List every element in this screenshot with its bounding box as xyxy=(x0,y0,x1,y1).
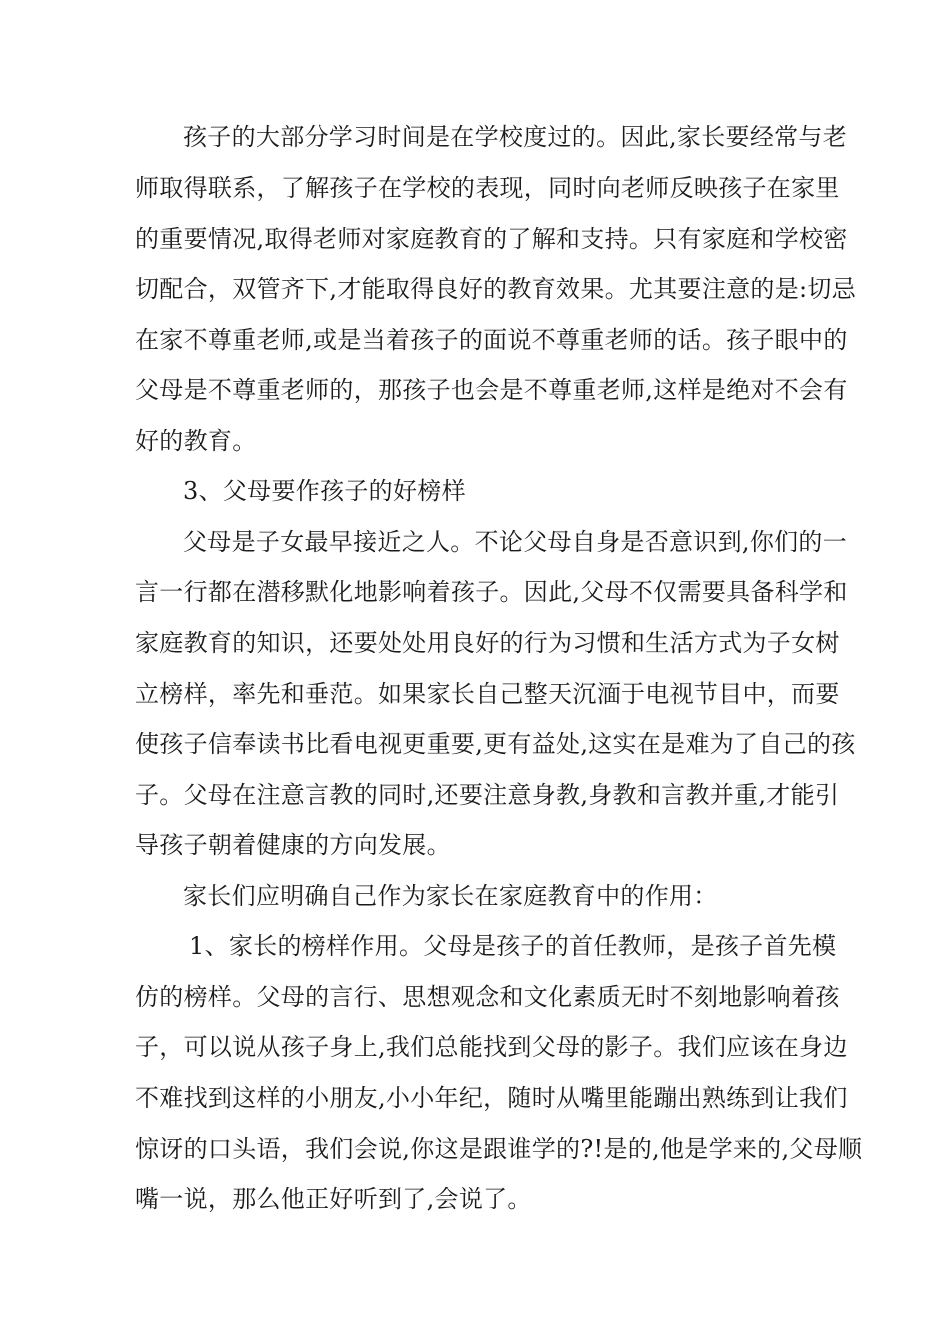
paragraph-1-line-1: 孩子的大部分学习时间是在学校度过的。因此,家长要经常与老 xyxy=(183,123,848,151)
paragraph-4-line-4: 不难找到这样的小朋友,小小年纪，随时从嘴里能蹦出熟练到让我们 xyxy=(135,1084,848,1112)
paragraph-4-line-6: 嘴一说，那么他正好听到了,会说了。 xyxy=(135,1185,532,1213)
paragraph-4-line-2: 仿的榜样。父母的言行、思想观念和文化素质无时不刻地影响着孩 xyxy=(135,983,840,1011)
paragraph-1-line-6: 父母是不尊重老师的，那孩子也会是不尊重老师,这样是绝对不会有 xyxy=(135,376,848,404)
paragraph-2-line-1: 父母是子女最早接近之人。不论父母自身是否意识到,你们的一 xyxy=(183,528,848,556)
paragraph-1-line-4: 切配合，双管齐下,才能取得良好的教育效果。尤其要注意的是:切忌 xyxy=(135,275,857,303)
paragraph-2-line-7: 导孩子朝着健康的方向发展。 xyxy=(135,831,451,859)
section-heading: 3、父母要作孩子的好榜样 xyxy=(183,477,466,505)
paragraph-2-line-4: 立榜样，率先和垂范。如果家长自己整天沉湎于电视节目中，而要 xyxy=(135,680,840,708)
paragraph-2-line-2: 言一行都在潜移默化地影响着孩子。因此,父母不仅需要具备科学和 xyxy=(135,578,848,606)
paragraph-2-line-3: 家庭教育的知识，还要处处用良好的行为习惯和生活方式为子女树 xyxy=(135,629,840,657)
paragraph-1-line-5: 在家不尊重老师,或是当着孩子的面说不尊重老师的话。孩子眼中的 xyxy=(135,326,848,354)
paragraph-1-line-7: 好的教育。 xyxy=(135,427,257,455)
paragraph-2-line-6: 子。父母在注意言教的同时,还要注意身教,身教和言教并重,才能引 xyxy=(135,781,840,809)
paragraph-4-line-1: 1、家长的榜样作用。父母是孩子的首任教师，是孩子首先模 xyxy=(189,932,837,960)
paragraph-1-line-3: 的重要情况,取得老师对家庭教育的了解和支持。只有家庭和学校密 xyxy=(135,225,848,253)
paragraph-1-line-2: 师取得联系，了解孩子在学校的表现，同时向老师反映孩子在家里 xyxy=(135,174,840,202)
paragraph-4-line-3: 子，可以说从孩子身上,我们总能找到父母的影子。我们应该在身边 xyxy=(135,1033,848,1061)
paragraph-4-line-5: 惊讶的口头语，我们会说,你这是跟谁学的?!是的,他是学来的,父母顺 xyxy=(135,1135,863,1163)
paragraph-2-line-5: 使孩子信奉读书比看电视更重要,更有益处,这实在是难为了自己的孩 xyxy=(135,730,856,758)
paragraph-3-line-1: 家长们应明确自己作为家长在家庭教育中的作用： xyxy=(183,882,718,910)
